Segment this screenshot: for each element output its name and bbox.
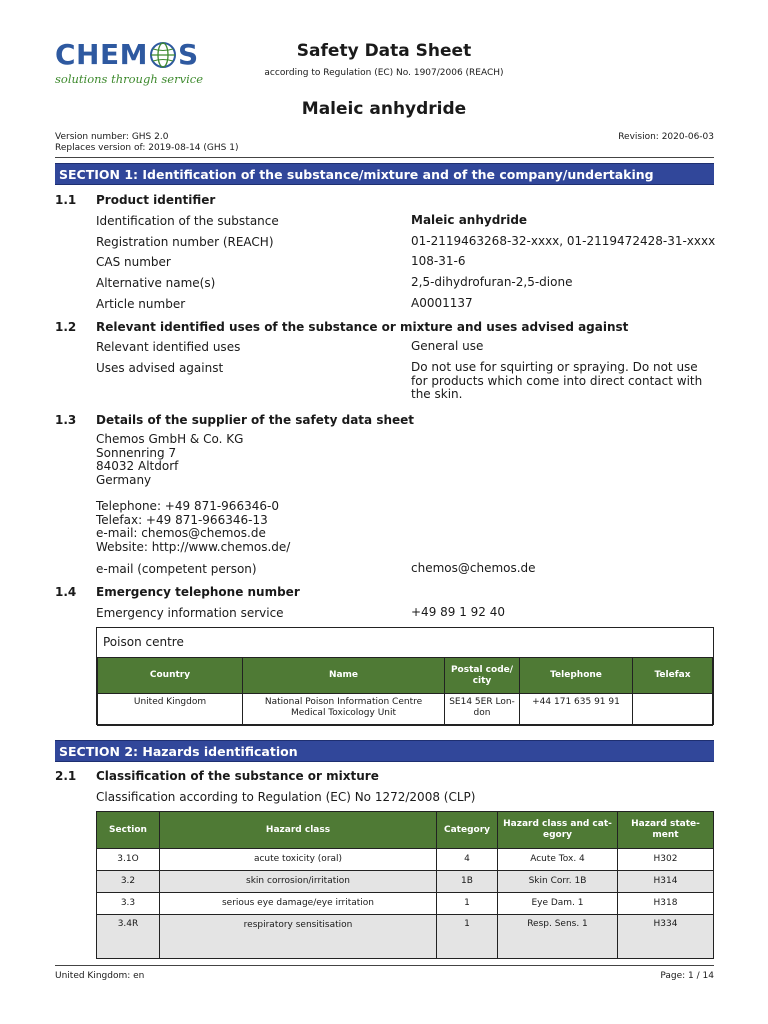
classification-subheading: Classification according to Regulation (EC) No 1272/2008 (CLP): [96, 790, 476, 804]
header-divider: [55, 157, 714, 158]
section-1-header: SECTION 1: Identification of the substance/mixture and of the company/undertaking: [55, 163, 714, 185]
cell-section: 3.2: [97, 871, 160, 893]
table-row: [98, 694, 713, 726]
registration-label: Registration number (REACH): [96, 235, 274, 249]
cell-class-category: Resp. Sens. 1: [498, 915, 618, 959]
competent-email-value[interactable]: chemos@chemos.de: [411, 561, 536, 575]
table-header-row: [98, 658, 713, 694]
version-number: Version number: GHS 2.0: [55, 132, 169, 142]
header-text: Postal code/: [450, 664, 514, 675]
cas-label: CAS number: [96, 255, 171, 269]
col-telephone: [520, 658, 633, 694]
header-text: city: [472, 675, 492, 686]
supplier-address: [96, 433, 243, 487]
table-row: [97, 871, 714, 893]
cell-statement: H334: [618, 915, 714, 959]
col-category: [437, 812, 498, 849]
id-substance-value: Maleic anhydride: [411, 213, 528, 227]
logo-wordmark-right: S: [177, 38, 199, 71]
id-substance-label: Identification of the substance: [96, 214, 279, 228]
emergency-service-label: Emergency information service: [96, 606, 284, 620]
cell-class-category: Eye Dam. 1: [498, 893, 618, 915]
header-text: Hazard class and cat-: [503, 819, 612, 829]
col-postal: [445, 658, 520, 694]
advised-against-line: Do not use for squirting or spraying. Do not use: [411, 360, 698, 374]
col-hazard-class-category: [498, 812, 618, 849]
cell-hazard-class: acute toxicity (oral): [160, 849, 437, 871]
logo-wordmark-left: CHEM: [55, 38, 148, 71]
cell-text: SE14 5ER Lon-: [449, 697, 515, 707]
cell-statement: H318: [618, 893, 714, 915]
cell-statement: H302: [618, 849, 714, 871]
col-hazard-statement: [618, 812, 714, 849]
cell-category: 1B: [437, 871, 498, 893]
cell-class-category: Skin Corr. 1B: [498, 871, 618, 893]
address-line: Sonnenring 7: [96, 445, 177, 460]
section-1-2-number: 1.2: [55, 320, 77, 334]
cell-text: don: [473, 708, 491, 718]
footer-page-number: Page: 1 / 14: [660, 971, 714, 981]
section-1-1-heading: Product identifier: [96, 193, 216, 207]
header-text: Hazard class: [265, 824, 331, 835]
logo-tagline: solutions through service: [55, 72, 204, 86]
registration-value: 01-2119463268-32-xxxx, 01-2119472428-31-xxxx: [411, 234, 716, 248]
address-line: Chemos GmbH & Co. KG: [96, 432, 244, 446]
cell-section: 3.1O: [97, 849, 160, 871]
header-text: Hazard state-: [631, 819, 700, 829]
cell-category: 4: [437, 849, 498, 871]
section-1-4-heading: Emergency telephone number: [96, 585, 300, 599]
poison-centre-title: Poison centre: [103, 635, 184, 649]
alt-name-label: Alternative name(s): [96, 276, 216, 290]
cell-telefax: [633, 694, 713, 726]
emergency-service-value: +49 89 1 92 40: [411, 605, 506, 619]
cell-text: National Poison Information Centre: [264, 697, 423, 707]
cell-section: 3.3: [97, 893, 160, 915]
section-2-1-number: 2.1: [55, 769, 77, 783]
document-title: Safety Data Sheet: [296, 41, 472, 61]
cell-category: 1: [437, 893, 498, 915]
section-1-4-number: 1.4: [55, 585, 77, 599]
col-hazard-class: [160, 812, 437, 849]
header-text: Telephone: [550, 670, 602, 680]
replaces-version: Replaces version of: 2019-08-14 (GHS 1): [55, 143, 239, 153]
header-text: Name: [328, 670, 359, 680]
section-2-header: SECTION 2: Hazards identification: [55, 740, 714, 762]
article-value: A0001137: [411, 296, 473, 310]
section-1-1-number: 1.1: [55, 193, 77, 207]
identified-uses-value: General use: [411, 339, 484, 353]
section-1-2-heading: Relevant identified uses of the substance or mixture and uses advised against: [96, 320, 629, 334]
header-text: egory: [542, 830, 573, 840]
article-label: Article number: [96, 297, 186, 311]
advised-against-line: the skin.: [411, 387, 463, 401]
table-row: [97, 893, 714, 915]
cell-telephone: [520, 694, 633, 726]
advised-against-value: [411, 361, 711, 402]
header-text: Country: [149, 670, 191, 680]
cell-statement: H314: [618, 871, 714, 893]
cell-hazard-class: respiratory sensitisation: [160, 915, 437, 959]
cell-hazard-class: skin corrosion/irritation: [160, 871, 437, 893]
website-line[interactable]: Website: http://www.chemos.de/: [96, 539, 291, 554]
table-header-row: [97, 812, 714, 849]
competent-email-label: e-mail (competent person): [96, 562, 257, 576]
cas-value: 108-31-6: [411, 254, 466, 268]
header-text: Category: [443, 824, 490, 835]
advised-against-line: for products which come into direct contact with: [411, 373, 703, 388]
col-country: [98, 658, 243, 694]
identified-uses-label: Relevant identified uses: [96, 340, 241, 354]
substance-title: Maleic anhydride: [301, 99, 467, 119]
telephone-line: Telephone: +49 871-966346-0: [96, 499, 279, 513]
col-section: [97, 812, 160, 849]
section-2-1-heading: Classification of the substance or mixture: [96, 769, 379, 783]
cell-postal: [445, 694, 520, 726]
advised-against-label: Uses advised against: [96, 361, 224, 375]
cell-text: United Kingdom: [133, 697, 207, 707]
table-row: [97, 849, 714, 871]
telefax-line: Telefax: +49 871-966346-13: [96, 512, 268, 527]
alt-name-value: 2,5-dihydrofuran-2,5-dione: [411, 275, 573, 289]
cell-text: +44 171 635 91 91: [532, 697, 620, 707]
poison-centre-table: [97, 657, 713, 726]
header-text: Section: [109, 824, 147, 835]
footer-divider: [55, 965, 714, 966]
address-line: 84032 Altdorf: [96, 459, 179, 473]
supplier-contact: [96, 500, 290, 554]
revision-date: Revision: 2020-06-03: [618, 132, 714, 142]
col-telefax: [633, 658, 713, 694]
col-name: [243, 658, 445, 694]
section-1-3-number: 1.3: [55, 413, 77, 427]
footer-language: United Kingdom: en: [55, 971, 145, 981]
cell-text: Medical Toxicology Unit: [290, 708, 397, 718]
cell-hazard-class: serious eye damage/eye irritation: [160, 893, 437, 915]
header-text: Telefax: [654, 670, 691, 680]
header-text: ment: [652, 830, 679, 840]
regulation-text: according to Regulation (EC) No. 1907/2006 (REACH): [264, 68, 504, 78]
cell-class-category: Acute Tox. 4: [498, 849, 618, 871]
hazard-classification-table: [96, 811, 714, 959]
address-line: Germany: [96, 472, 152, 487]
cell-category: 1: [437, 915, 498, 959]
poison-centre-box: [96, 627, 714, 725]
cell-section: 3.4R: [97, 915, 160, 959]
section-1-3-heading: Details of the supplier of the safety data sheet: [96, 413, 415, 427]
cell-name: [243, 694, 445, 726]
email-line[interactable]: e-mail: chemos@chemos.de: [96, 526, 266, 540]
table-row: [97, 915, 714, 959]
cell-country: [98, 694, 243, 726]
